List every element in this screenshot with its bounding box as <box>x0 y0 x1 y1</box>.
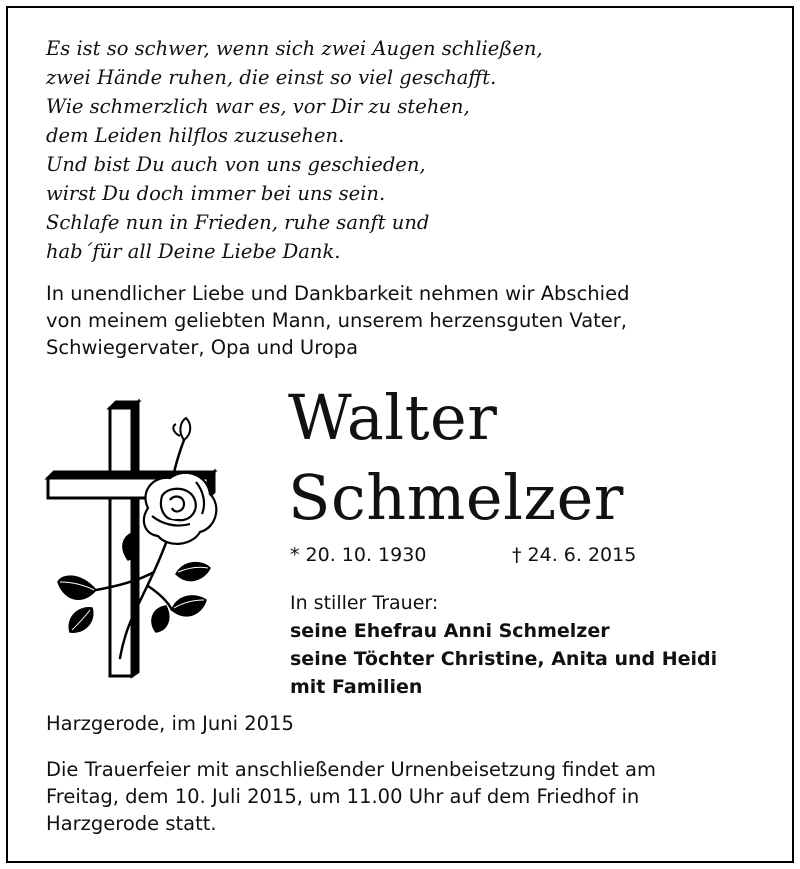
poem-line: hab´für all Deine Liebe Dank. <box>46 240 341 263</box>
life-dates <box>290 544 637 566</box>
cross-with-rose-icon <box>44 396 224 686</box>
mourner-line: mit Familien <box>290 676 423 698</box>
poem-line: zwei Hände ruhen, die einst so viel geschafft. <box>46 66 497 89</box>
death-date: † 24. 6. 2015 <box>512 544 637 566</box>
funeral-line: Die Trauerfeier mit anschließender Urnenbeisetzung findet am <box>46 758 656 781</box>
farewell-intro <box>46 280 629 361</box>
intro-line: Schwiegervater, Opa und Uropa <box>46 336 359 359</box>
funeral-info <box>46 756 656 837</box>
intro-line: In unendlicher Liebe und Dankbarkeit nehmen wir Abschied <box>46 282 630 305</box>
poem-line: Schlafe nun in Frieden, ruhe sanft und <box>46 211 430 234</box>
birth-date: * 20. 10. 1930 <box>290 544 427 566</box>
poem <box>46 34 543 266</box>
funeral-line: Harzgerode statt. <box>46 812 217 835</box>
last-name: Schmelzer <box>288 461 624 534</box>
poem-line: wirst Du doch immer bei uns sein. <box>46 182 386 205</box>
place-date: Harzgerode, im Juni 2015 <box>46 712 294 735</box>
obituary-notice <box>6 6 794 863</box>
poem-line: Wie schmerzlich war es, vor Dir zu stehen, <box>46 95 470 118</box>
funeral-line: Freitag, dem 10. Juli 2015, um 11.00 Uhr auf dem Friedhof in <box>46 785 640 808</box>
mourners-heading: In stiller Trauer: <box>290 592 439 614</box>
mourner-line: seine Töchter Christine, Anita und Heidi <box>290 648 718 670</box>
mourners <box>290 589 717 701</box>
deceased-name <box>288 378 624 538</box>
first-name: Walter <box>288 381 498 454</box>
poem-line: Es ist so schwer, wenn sich zwei Augen schließen, <box>46 37 543 60</box>
poem-line: Und bist Du auch von uns geschieden, <box>46 153 426 176</box>
poem-line: dem Leiden hilflos zuzusehen. <box>46 124 345 147</box>
mourner-line: seine Ehefrau Anni Schmelzer <box>290 620 610 642</box>
intro-line: von meinem geliebten Mann, unserem herzensguten Vater, <box>46 309 628 332</box>
